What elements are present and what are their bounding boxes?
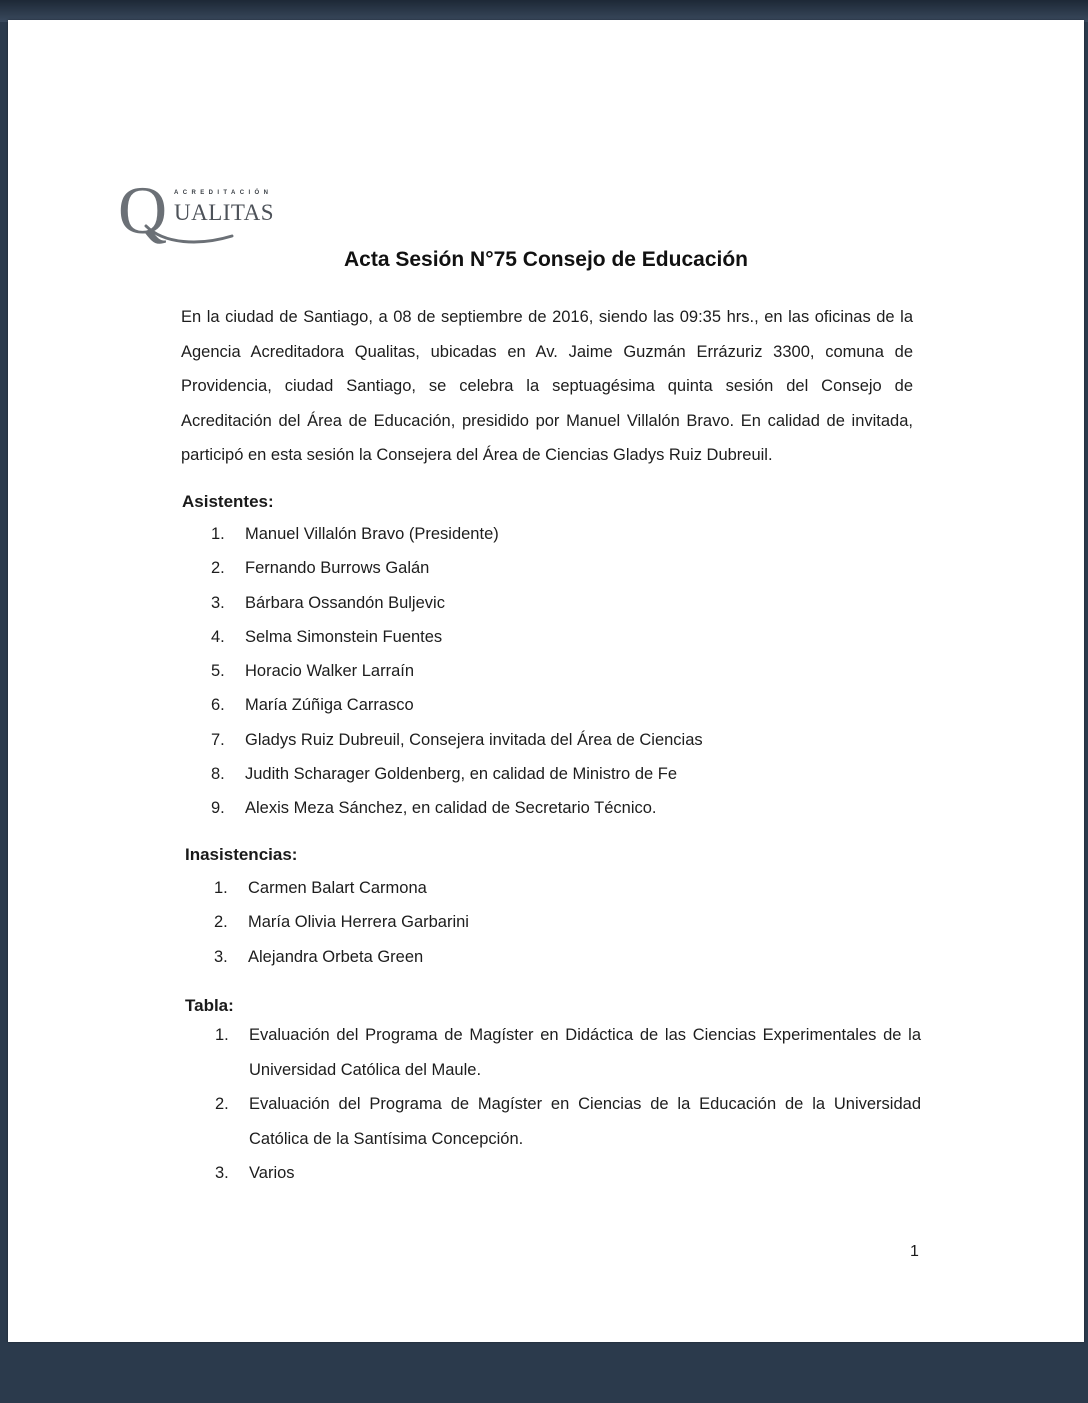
logo-small-text: ACREDITACIÓN <box>174 190 273 196</box>
list-item-number: 6. <box>211 696 225 715</box>
list-item <box>215 1156 921 1191</box>
list-item-text: María Zúñiga Carrasco <box>245 696 414 715</box>
list-item <box>211 791 703 825</box>
list-item-text: Gladys Ruiz Dubreuil, Consejera invitada del Área de Ciencias <box>245 730 703 749</box>
list-item-number: 2. <box>211 559 225 578</box>
list-item-text: Evaluación del Programa de Magíster en Ciencias de la Educación de la Universidad Católica de la Santísima Concepción. <box>249 1095 921 1148</box>
list-item-number: 8. <box>211 765 225 784</box>
logo-main-text: UALITAS <box>174 200 275 225</box>
tabla-heading: Tabla: <box>185 996 234 1015</box>
list-item-number: 1. <box>211 525 225 543</box>
inasistencias-list <box>214 871 469 974</box>
list-item <box>211 654 703 688</box>
page-number: 1 <box>910 1243 919 1260</box>
list-item-number: 3. <box>214 947 228 966</box>
list-item-number: 2. <box>214 913 228 932</box>
list-item <box>214 905 469 939</box>
list-item-number: 1. <box>215 1026 229 1044</box>
list-item-text: Manuel Villalón Bravo (Presidente) <box>245 525 499 543</box>
document-title: Acta Sesión N°75 Consejo de Educación <box>343 248 748 271</box>
list-item-text: Bárbara Ossandón Buljevic <box>245 593 445 612</box>
list-item-text: Fernando Burrows Galán <box>245 559 430 578</box>
scan-border-top <box>0 0 1088 22</box>
list-item-number: 9. <box>211 799 225 818</box>
asistentes-list <box>211 517 703 826</box>
list-item-number: 7. <box>211 730 225 749</box>
list-item-text: Evaluación del Programa de Magíster en Didáctica de las Ciencias Experimentales de la Universidad Católica del Maule. <box>249 1026 921 1079</box>
list-item <box>211 517 703 551</box>
inasistencias-heading: Inasistencias: <box>185 845 298 864</box>
list-item <box>211 551 703 585</box>
list-item <box>211 620 703 654</box>
tabla-list <box>215 1018 921 1191</box>
list-item-number: 5. <box>211 662 225 681</box>
list-item-text: Horacio Walker Larraín <box>245 662 415 681</box>
list-item <box>211 757 703 791</box>
list-item <box>215 1087 921 1156</box>
logo-swoosh-icon <box>144 222 234 246</box>
list-item-number: 4. <box>211 627 225 646</box>
list-item-text: Alejandra Orbeta Green <box>248 947 424 966</box>
list-item <box>211 723 703 757</box>
list-item-text: Varios <box>249 1164 295 1182</box>
asistentes-heading: Asistentes: <box>182 492 274 511</box>
list-item-number: 1. <box>214 879 228 897</box>
list-item-text: Carmen Balart Carmona <box>248 879 427 897</box>
list-item <box>211 688 703 722</box>
list-item-text: Selma Simonstein Fuentes <box>245 627 443 646</box>
intro-paragraph: En la ciudad de Santiago, a 08 de septiembre de 2016, siendo las 09:35 hrs., en las oficinas de la Agencia Acreditadora Qualitas, ubicadas en Av. Jaime Guzmán Errázuriz 3300, comuna de Providencia, ciudad Santiago, se celebra la septuagésima quinta sesión del Consejo de Acreditación del Área de Educación, presidido por Manuel Villalón Bravo. En calidad de invitada, participó en esta sesión la Consejera del Área de Ciencias Gladys Ruiz Dubreuil. <box>181 308 913 464</box>
list-item-number: 2. <box>215 1095 229 1113</box>
list-item-text: Judith Scharager Goldenberg, en calidad de Ministro de Fe <box>245 765 678 784</box>
list-item <box>214 940 469 974</box>
list-item-number: 3. <box>215 1164 229 1182</box>
list-item <box>214 871 469 905</box>
qualitas-logo <box>118 172 288 248</box>
list-item <box>211 586 703 620</box>
logo-letter: Q <box>118 172 168 248</box>
list-item <box>215 1018 921 1087</box>
list-item-text: Alexis Meza Sánchez, en calidad de Secretario Técnico. <box>245 799 657 818</box>
list-item-number: 3. <box>211 593 225 612</box>
list-item-text: María Olivia Herrera Garbarini <box>248 913 469 932</box>
